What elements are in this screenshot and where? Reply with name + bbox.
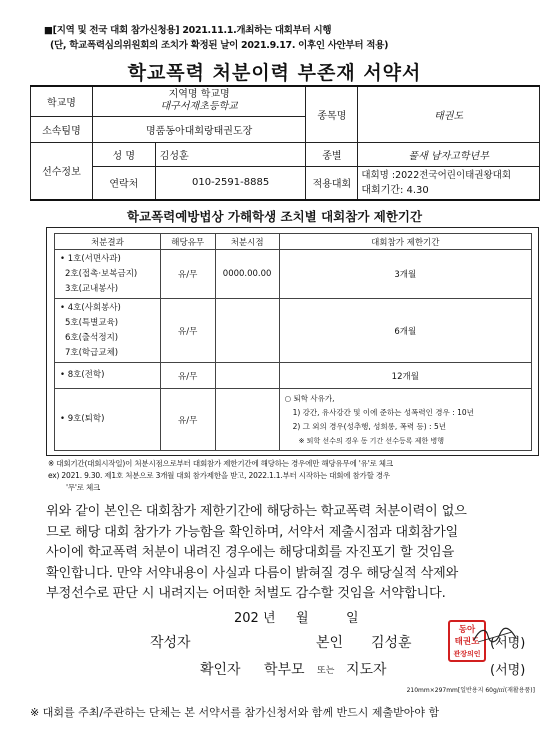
period-cell: 12개월 — [279, 363, 531, 389]
result-cell — [55, 299, 161, 363]
date-cell[interactable] — [215, 389, 279, 451]
result-item: • 4호(사회봉사) — [60, 302, 121, 313]
result-cell — [55, 250, 161, 299]
period-line: ○ 퇴학 사유가, — [284, 393, 335, 403]
table-row — [55, 250, 532, 299]
period-cell: 3개월 — [279, 250, 531, 299]
period-line: ※ 퇴학 선수의 경우 동 기간 선수등록 제한 병행 — [298, 436, 444, 445]
team-value: 명품동아대회랑태권도장 — [92, 116, 306, 142]
result-item: 6호(출석정지) — [65, 332, 119, 343]
footer-note: ※ 대회를 주최/주관하는 단체는 본 서약서를 참가신청서와 함께 반드시 제출받아야 함 — [30, 706, 440, 719]
restriction-box — [46, 227, 539, 456]
note-line-2: ex) 2021. 9.30. 제1호 처분으로 3개월 대회 참가제한을 받고, 2022.1.1.부터 시작하는 대회에 참가할 경우 — [48, 471, 390, 480]
date-day: 일 — [346, 611, 359, 626]
result-item: 5호(특별교육) — [65, 317, 119, 328]
note-line-1: ※ 대회기간(대회시작일)이 처분시점으로부터 대회참가 제한기간에 해당하는 경우에만 해당유무에 '유'로 체크 — [48, 459, 393, 468]
author-label: 작성자 — [150, 635, 191, 651]
col-header-date: 처분시점 — [215, 234, 279, 250]
applied-label: 적용대회 — [306, 166, 358, 200]
restriction-subtitle: 학교폭력예방법상 가해학생 조치별 대회참가 제한기간 — [126, 209, 423, 224]
contact-value: 010-2591-8885 — [155, 166, 306, 200]
event-label: 종목명 — [306, 86, 358, 142]
restriction-table — [54, 233, 532, 451]
player-label: 선수정보 — [31, 142, 93, 200]
school-name: 대구서재초등학교 — [160, 101, 238, 113]
seal-line: 태권도 — [454, 637, 480, 647]
pledge-paragraph — [46, 502, 540, 605]
pledge-line: 부정선수로 판단 시 내려지는 어떠한 처벌도 감수할 것임을 서약합니다. — [46, 586, 446, 602]
table-row — [55, 299, 532, 363]
date-cell[interactable] — [215, 299, 279, 363]
applicable-cell[interactable]: 유/무 — [160, 363, 215, 389]
contest-cell — [358, 166, 540, 200]
name-value: 김성훈 — [155, 142, 306, 166]
pledge-line: 확인합니다. 만약 서약내용이 사실과 다름이 밝혀질 경우 해당실적 삭제와 — [46, 565, 459, 581]
team-label: 소속팀명 — [31, 116, 93, 142]
col-header-period: 대회참가 제한기간 — [279, 234, 531, 250]
date-cell[interactable]: 0000.00.00 — [215, 250, 279, 299]
name-label: 성 명 — [92, 142, 155, 166]
sign-mark-2: (서명) — [490, 663, 526, 678]
school-cell — [92, 86, 306, 116]
date-cell[interactable] — [215, 363, 279, 389]
contact-label: 연락처 — [92, 166, 155, 200]
period-line: 1) 강간, 유사강간 및 이에 준하는 성폭력인 경우 : 10년 — [292, 407, 474, 417]
self-label: 본인 — [316, 635, 344, 651]
paper-spec: 210mm×297mm[일반용지 60g/㎡(재활용품)] — [406, 687, 535, 694]
parent-label: 학부모 — [264, 662, 305, 678]
period-cell — [279, 389, 531, 451]
applicable-cell[interactable]: 유/무 — [160, 299, 215, 363]
event-value: 태권도 — [358, 86, 540, 142]
table-row — [55, 363, 532, 389]
table-row — [55, 389, 532, 451]
self-name: 김성훈 — [371, 635, 412, 651]
pledge-line: 위와 같이 본인은 대회참가 제한기간에 해당하는 학교폭력 처분이력이 없으 — [46, 504, 467, 519]
result-cell: • 9호(퇴학) — [55, 389, 161, 451]
or-label: 또는 — [317, 666, 335, 676]
col-header-applicable: 해당유무 — [160, 234, 215, 250]
page-title: 학교폭력 처분이력 부존재 서약서 — [127, 62, 422, 84]
coach-label: 지도자 — [346, 662, 387, 678]
applicable-cell[interactable]: 유/무 — [160, 250, 215, 299]
pledge-line: 므로 해당 대회 참가가 가능함을 확인하며, 서약서 제출시점과 대회참가일 — [46, 524, 459, 540]
school-label: 학교명 — [31, 86, 93, 116]
pledge-line: 사이에 학교폭력 처분이 내려진 경우에는 해당대회를 자진포기 할 것임을 — [46, 545, 455, 561]
sign-mark-1: (서명) — [490, 636, 526, 651]
school-name-header: 지역명 학교명 — [168, 89, 230, 101]
contest-name: 대회명 :2022전국어린이태권왕대회 — [361, 169, 512, 181]
result-item: 7호(학급교체) — [65, 347, 119, 358]
category-label: 종별 — [306, 142, 358, 166]
confirmer-label: 확인자 — [200, 662, 241, 678]
seal-line: 관장의인 — [453, 650, 481, 658]
col-header-result: 처분결과 — [55, 234, 161, 250]
contest-period: 대회기간: 4.30 — [361, 184, 429, 196]
note-line-3: '무'로 체크 — [66, 483, 101, 492]
result-item: 2호(접촉·보복금지) — [65, 268, 138, 279]
date-year: 202 년 — [234, 611, 276, 626]
applicable-cell[interactable]: 유/무 — [160, 389, 215, 451]
category-value: 풀새 남자고학년부 — [358, 142, 540, 166]
period-line: 2) 그 외의 경우(성추행, 성희롱, 폭력 등) : 5년 — [292, 421, 446, 431]
result-item: • 1호(서면사과) — [60, 253, 121, 264]
date-month: 월 — [296, 611, 309, 626]
seal-line: 동아 — [458, 625, 476, 635]
result-item: 3호(교내봉사) — [65, 283, 119, 294]
applicant-info-table — [30, 85, 540, 201]
result-cell: • 8호(전학) — [55, 363, 161, 389]
notice-line-2: (단, 학교폭력심의위원회의 조치가 확정된 날이 2021.9.17. 이후인 사안부터 적용) — [50, 40, 389, 51]
period-cell: 6개월 — [279, 299, 531, 363]
handwritten-signature — [472, 626, 518, 646]
notice-line-1: ■[지역 및 전국 대회 참가신청용] 2021.11.1.개최하는 대회부터 시행 — [44, 25, 332, 36]
